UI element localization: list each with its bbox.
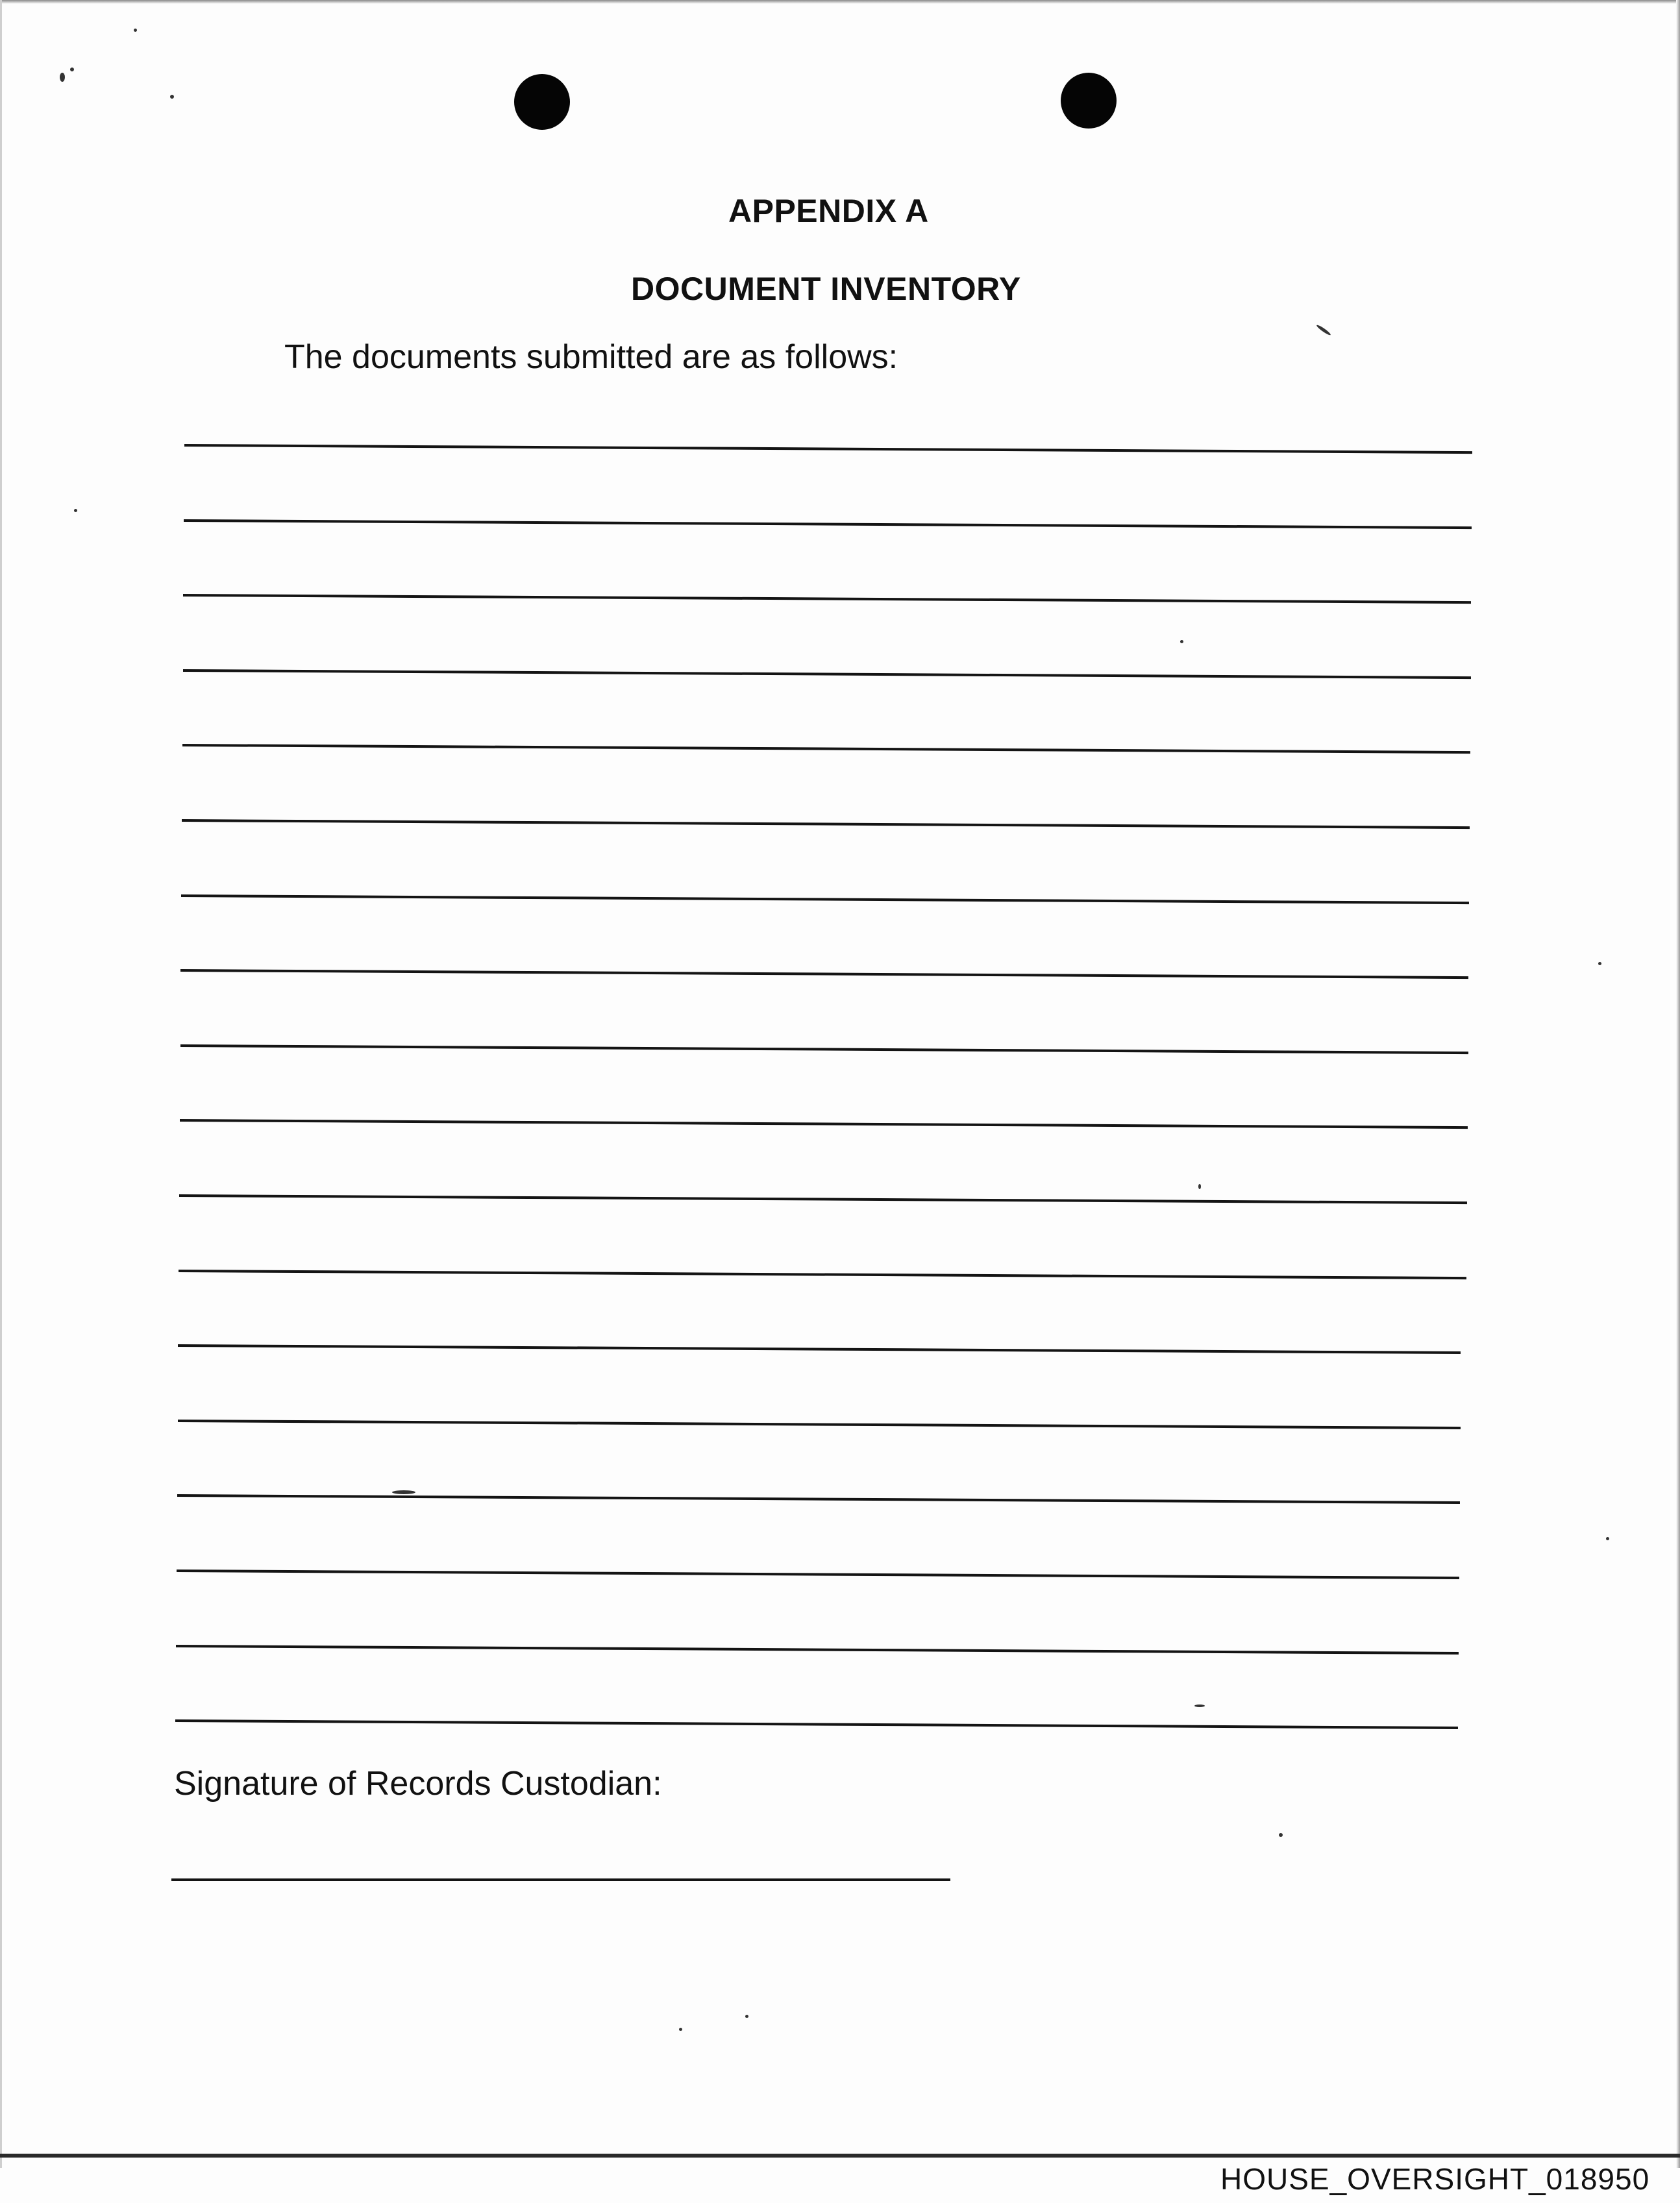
document-entry-line (180, 1044, 1468, 1054)
document-entry-line (178, 1344, 1461, 1354)
document-entry-line (177, 1494, 1460, 1504)
document-entry-line (179, 1270, 1466, 1279)
document-entry-line (184, 519, 1472, 529)
intro-text: The documents submitted are as follows: (284, 338, 898, 376)
document-entry-line (184, 444, 1472, 454)
document-entry-line (181, 894, 1469, 904)
appendix-title: APPENDIX A (728, 193, 929, 229)
document-entry-line (175, 1719, 1458, 1729)
document-entry-line (176, 1645, 1459, 1655)
document-entry-line (177, 1569, 1459, 1579)
document-entry-line (183, 669, 1471, 679)
inventory-title: DOCUMENT INVENTORY (631, 271, 1021, 307)
document-entry-line (183, 594, 1471, 604)
document-entry-line (180, 969, 1468, 979)
document-entry-line (180, 1119, 1468, 1129)
document-entry-line (182, 744, 1470, 754)
document-entry-line (178, 1420, 1461, 1429)
signature-line (171, 1878, 950, 1881)
bates-number: HOUSE_OVERSIGHT_018950 (1220, 2162, 1650, 2196)
scan-edge-bottom (0, 2154, 1680, 2158)
document-entry-line (182, 819, 1470, 829)
signature-label: Signature of Records Custodian: (174, 1765, 662, 1803)
document-entry-line (179, 1194, 1467, 1204)
